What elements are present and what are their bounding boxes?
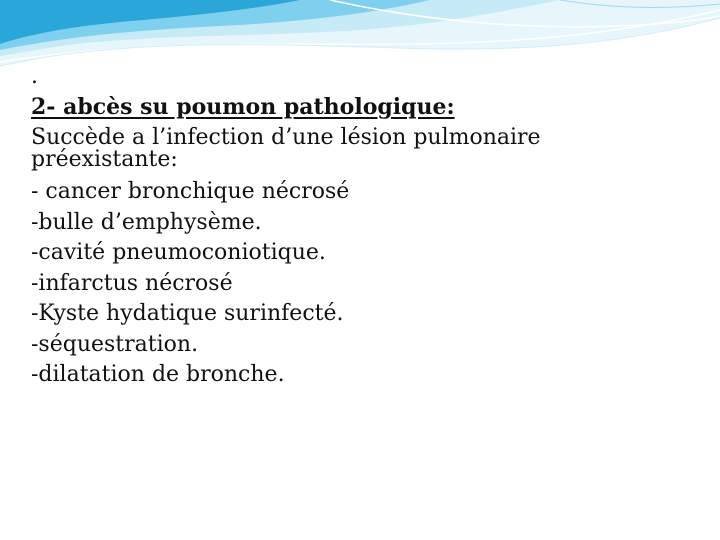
section-heading: 2- abcès su poumon pathologique: [31, 94, 455, 120]
intro-line-1: Succède a l’infection d’une lésion pulmonaire [31, 124, 541, 150]
list-item: -dilatation de bronche. [31, 362, 285, 387]
bullet-dot: . [31, 64, 38, 89]
list-item: -Kyste hydatique surinfecté. [31, 301, 344, 326]
list-item: -bulle d’emphysème. [31, 209, 262, 235]
list-item: -infarctus nécrosé [31, 270, 233, 296]
list-item: -cavité pneumoconiotique. [31, 240, 326, 265]
list-item: -séquestration. [31, 331, 199, 357]
slide-body [31, 62, 701, 391]
intro-line-2: préexistante: [31, 147, 178, 172]
list-item: - cancer bronchique nécrosé [31, 179, 350, 204]
